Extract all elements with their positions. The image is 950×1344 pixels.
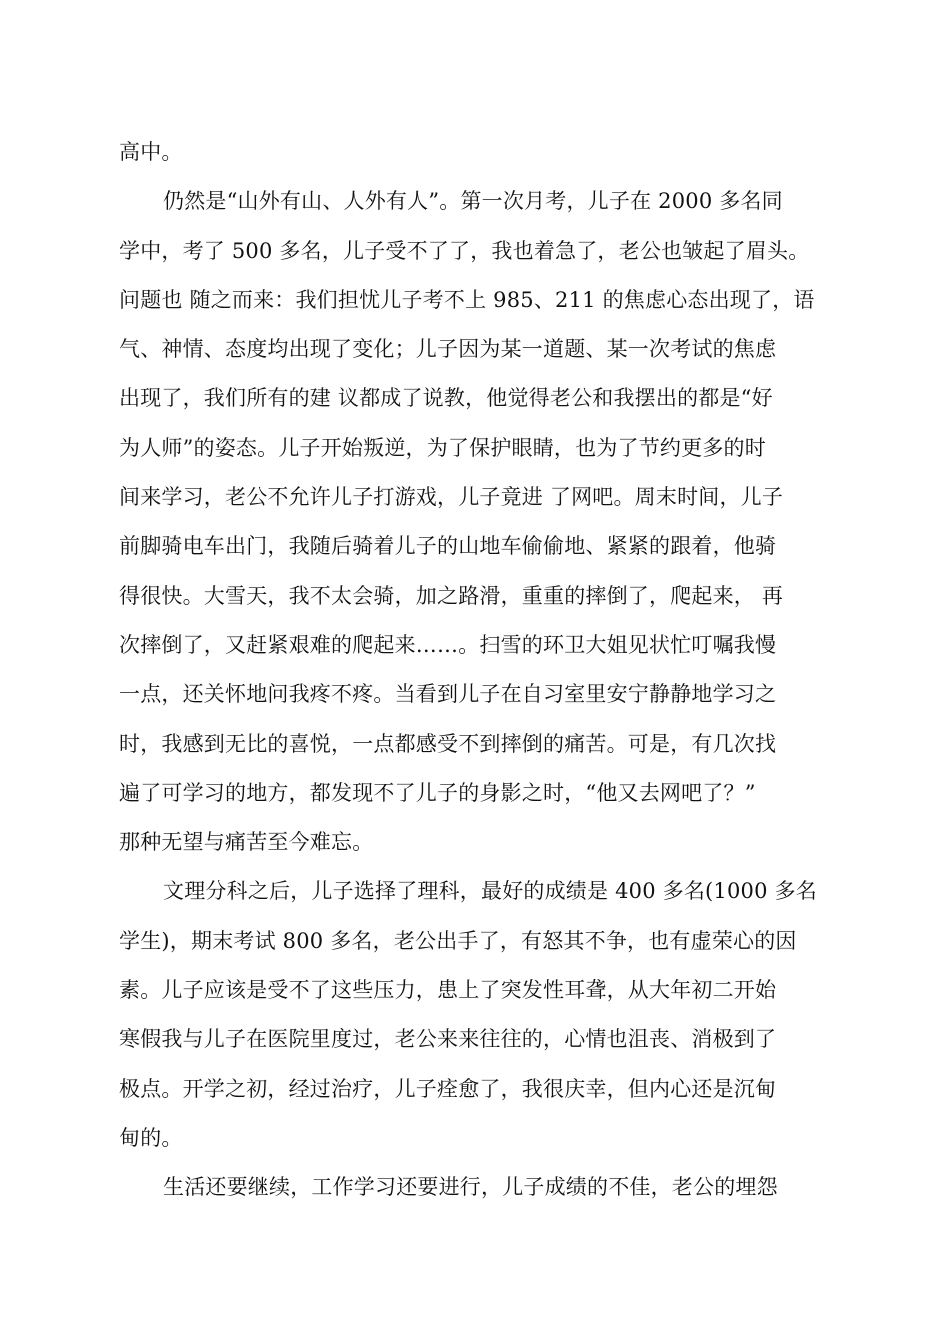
text-line: 学生)，期末考试 800 多名，老公出手了，有怒其不争，也有虚荣心的因 — [119, 928, 797, 953]
text-line: 时，我感到无比的喜悦，一点都感受不到摔倒的痛苦。可是，有几次找 — [119, 731, 777, 756]
text-line: 极点。开学之初，经过治疗，儿子痊愈了，我很庆幸，但内心还是沉甸 — [119, 1076, 777, 1101]
text-line: 寒假我与儿子在医院里度过，老公来来往往的，心情也沮丧、消极到了 — [119, 1027, 777, 1052]
text-line: 仍然是“山外有山、人外有人”。第一次月考，儿子在 2000 多名同 — [163, 189, 783, 214]
text-line: 一点，还关怀地问我疼不疼。当看到儿子在自习室里安宁静静地学习之 — [119, 682, 777, 707]
document-body-text — [119, 128, 833, 1213]
text-line: 遍了可学习的地方，都发现不了儿子的身影之时，“他又去网吧了？” — [119, 780, 756, 805]
text-line: 得很快。大雪天，我不太会骑，加之路滑，重重的摔倒了，爬起来， 再 — [119, 583, 784, 608]
text-line: 为人师”的姿态。儿子开始叛逆，为了保护眼睛，也为了节约更多的时 — [119, 435, 766, 460]
text-line: 高中。 — [119, 140, 183, 164]
text-line: 间来学习，老公不允许儿子打游戏，儿子竟进 了网吧。周末时间，儿子 — [119, 485, 784, 510]
text-line: 问题也 随之而来：我们担忧儿子考不上 985、211 的焦虑心态出现了，语 — [119, 287, 815, 312]
text-line: 气、神情、态度均出现了变化；儿子因为某一道题、某一次考试的焦虑 — [119, 337, 777, 362]
text-line: 生活还要继续，工作学习还要进行，儿子成绩的不佳，老公的埋怨 — [163, 1175, 778, 1200]
text-line: 前脚骑电车出门，我随后骑着儿子的山地车偷偷地、紧紧的跟着，他骑 — [119, 534, 777, 559]
text-line: 次摔倒了，又赶紧艰难的爬起来……。扫雪的环卫大姐见状忙叮嘱我慢 — [119, 632, 777, 657]
text-line: 素。儿子应该是受不了这些压力，患上了突发性耳聋，从大年初二开始 — [119, 978, 777, 1003]
text-line: 甸的。 — [119, 1125, 183, 1150]
text-line: 那种无望与痛苦至今难忘。 — [119, 830, 374, 855]
text-line: 文理分科之后，儿子选择了理科，最好的成绩是 400 多名(1000 多名 — [163, 879, 817, 904]
text-line: 出现了，我们所有的建 议都成了说教，他觉得老公和我摆出的都是“好 — [119, 386, 773, 411]
text-line: 学中，考了 500 多名，儿子受不了了，我也着急了，老公也皱起了眉头。 — [119, 238, 810, 263]
